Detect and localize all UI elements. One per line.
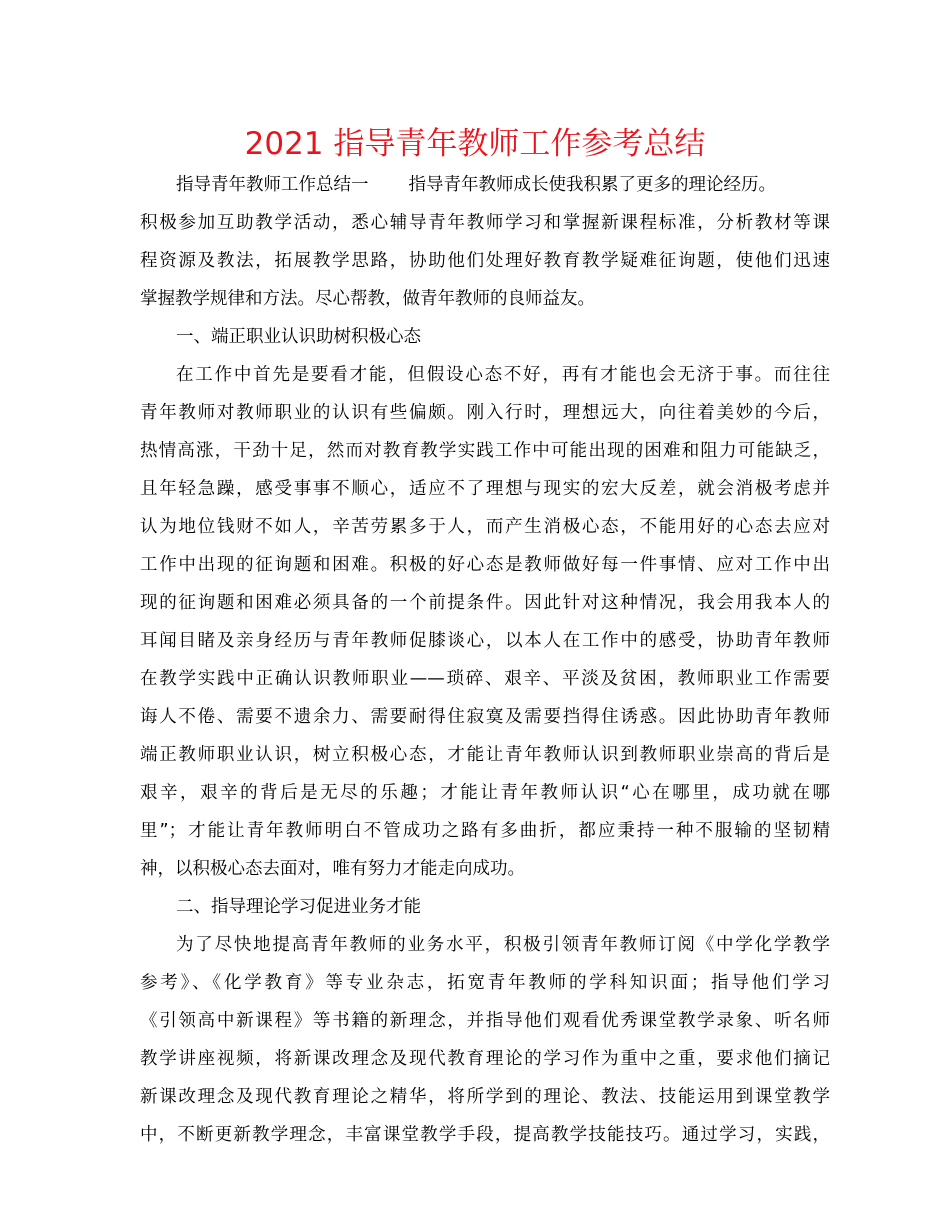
paragraph-line: 新课改理念及现代教育理论之精华，将所学到的理论、教法、技能运用到课堂教学 <box>140 1087 830 1107</box>
paragraph-line: 端正教师职业认识，树立积极心态，才能让青年教师认识到教师职业崇高的背后是 <box>140 745 830 765</box>
paragraph-line: 艰辛，艰辛的背后是无尽的乐趣；才能让青年教师认识“心在哪里，成功就在哪 <box>140 783 830 803</box>
paragraph-line: 且年轻急躁，感受事事不顺心，适应不了理想与现实的宏大反差，就会消极考虑并 <box>140 479 830 499</box>
paragraph-line: 程资源及教法，拓展教学思路，协助他们处理好教育教学疑难征询题，使他们迅速 <box>140 251 830 271</box>
paragraph-line: 参考》、《化学教育》等专业杂志，拓宽青年教师的学科知识面；指导他们学习 <box>140 973 830 993</box>
paragraph-line: 现的征询题和困难必须具备的一个前提条件。因此针对这种情况，我会用我本人的 <box>140 593 830 613</box>
paragraph-line: 教学讲座视频，将新课改理念及现代教育理论的学习作为重中之重，要求他们摘记 <box>140 1049 830 1069</box>
paragraph-line: 里”；才能让青年教师明白不管成功之路有多曲折，都应秉持一种不服输的坚韧精 <box>140 821 830 841</box>
paragraph-text: 指导青年教师成长使我积累了更多的理论经历。 <box>408 175 776 195</box>
paragraph-line: 中，不断更新教学理念，丰富课堂教学手段，提高教学技能技巧。通过学习，实践， <box>140 1125 830 1145</box>
paragraph-line: 积极参加互助教学活动，悉心辅导青年教师学习和掌握新课程标准，分析教材等课 <box>140 213 830 233</box>
paragraph-line: 认为地位钱财不如人，辛苦劳累多于人，而产生消极心态，不能用好的心态去应对 <box>140 517 830 537</box>
document-title: 2021 指导青年教师工作参考总结 <box>244 126 706 162</box>
paragraph-line: 掌握教学规律和方法。尽心帮教，做青年教师的良师益友。 <box>140 289 595 309</box>
paragraph-line <box>140 166 830 204</box>
section-label: 指导青年教师工作总结一 <box>176 175 369 195</box>
paragraph-line: 在工作中首先是要看才能，但假设心态不好，再有才能也会无济于事。而往往 <box>176 365 830 385</box>
document-body <box>140 166 830 1154</box>
section-heading: 一、端正职业认识助树积极心态 <box>176 327 421 347</box>
paragraph-line: 青年教师对教师职业的认识有些偏颇。刚入行时，理想远大，向往着美妙的今后， <box>140 403 830 423</box>
paragraph-line: 《引领高中新课程》等书籍的新理念，并指导他们观看优秀课堂教学录象、听名师 <box>140 1011 830 1031</box>
paragraph-line: 在教学实践中正确认识教师职业——琐碎、艰辛、平淡及贫困，教师职业工作需要 <box>140 669 830 689</box>
paragraph-line: 为了尽快地提高青年教师的业务水平，积极引领青年教师订阅《中学化学教学 <box>176 935 830 955</box>
section-heading: 二、指导理论学习促进业务才能 <box>176 897 421 917</box>
paragraph-line: 热情高涨，干劲十足，然而对教育教学实践工作中可能出现的困难和阻力可能缺乏， <box>140 441 830 461</box>
paragraph-line: 耳闻目睹及亲身经历与青年教师促膝谈心，以本人在工作中的感受，协助青年教师 <box>140 631 830 651</box>
paragraph-line: 神，以积极心态去面对，唯有努力才能走向成功。 <box>140 859 525 879</box>
paragraph-line: 诲人不倦、需要不遗余力、需要耐得住寂寞及需要挡得住诱惑。因此协助青年教师 <box>140 707 830 727</box>
paragraph-line: 工作中出现的征询题和困难。积极的好心态是教师做好每一件事情、应对工作中出 <box>140 555 830 575</box>
